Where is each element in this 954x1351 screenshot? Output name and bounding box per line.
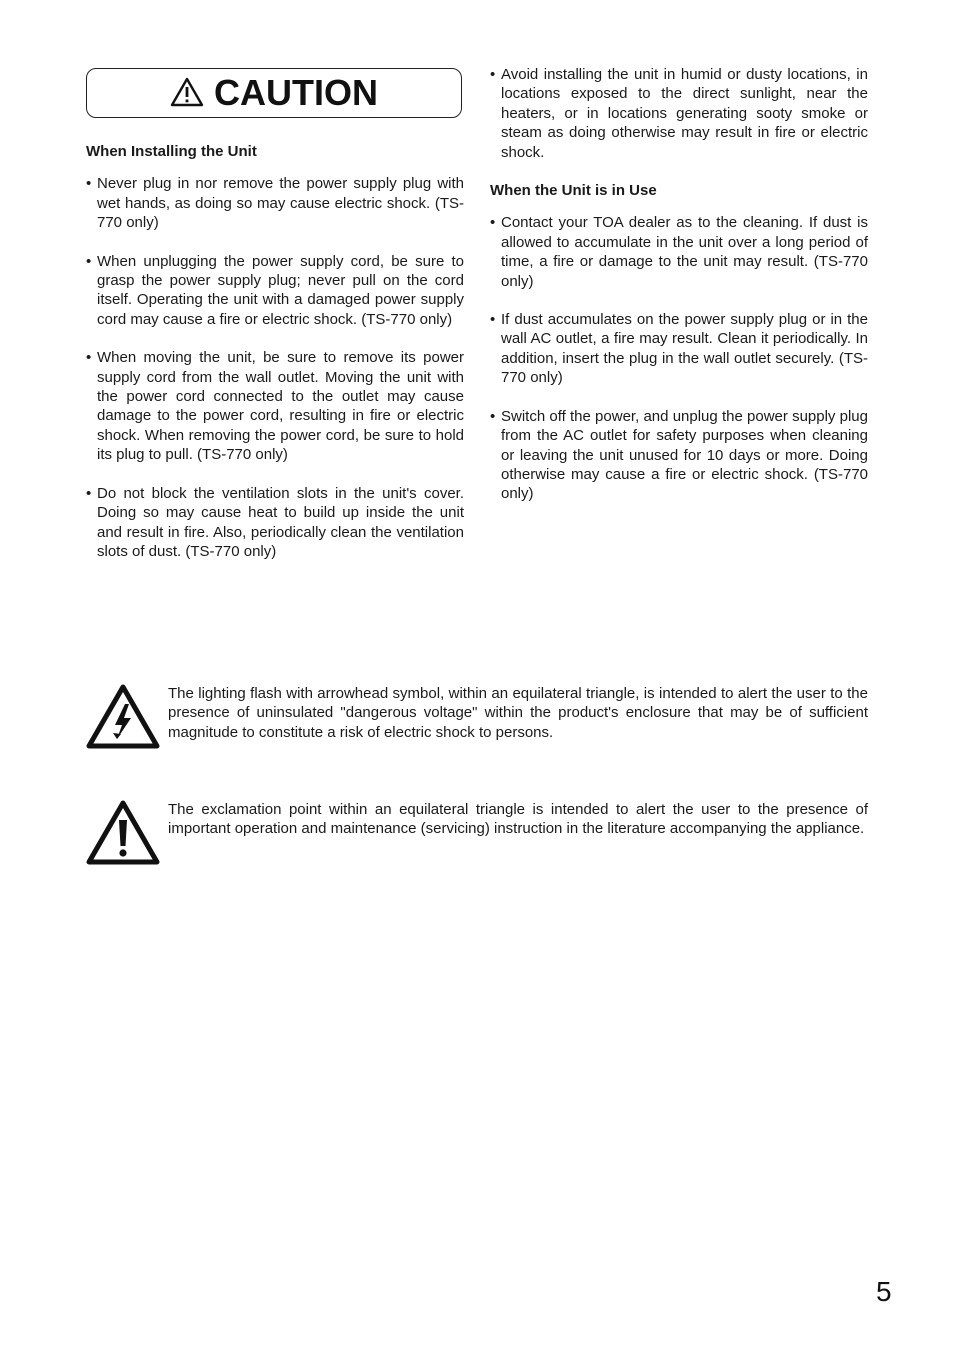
list-item: • Never plug in nor remove the power supply plug with wet hands, as doing so may cause electric shock. (TS-770 only) [86,175,464,232]
list-item: • Switch off the power, and unplug the power supply plug from the AC outlet for safety purposes when cleaning or leaving the unit unused for 10 days or more. Doing otherwise may cause a fire or electric shock. (TS-770 only) [490,407,868,503]
bullet-icon: • [86,484,92,502]
list-item: • Avoid installing the unit in humid or dusty locations, in locations exposed to the direct sunlight, near the heaters, or in locations generating sooty smoke or steam as doing otherwise may result in fire or electric shock. [490,66,868,161]
caution-header [86,68,462,118]
bullet-icon: • [490,66,496,83]
list-item: • If dust accumulates on the power supply plug or in the wall AC outlet, a fire may result. Clean it periodically. In addition, insert the plug in the wall outlet securely. (TS-770 only) [490,311,868,387]
list-item: • When moving the unit, be sure to remove its power supply cord from the wall outlet. Moving the unit with the power cord connected to the outlet may cause damage to the power cord, resulting in fire or electric shock. When removing the power cord, be sure to hold its plug to pull. (TS-770 only) [86,349,464,464]
in-use-list [490,213,868,503]
bullet-icon: • [86,252,92,270]
list-item: • Do not block the ventilation slots in the unit's cover. Doing so may cause heat to build up inside the unit and result in fire. Also, periodically clean the ventilation slots of dust. (TS-770 only) [86,484,464,560]
bullet-icon: • [490,407,496,425]
left-column [86,142,464,561]
page-number: 5 [876,1276,892,1307]
exclamation-description: The exclamation point within an equilateral triangle is intended to alert the user to the presence of important operation and maintenance (servicing) instruction in the literature accompanying the appliance. [168,801,868,838]
list-item: • Contact your TOA dealer as to the cleaning. If dust is allowed to accumulate in the unit over a long period of time, a fire or damage to the unit may result. (TS-770 only) [490,214,868,290]
lightning-symbol-note [86,684,868,750]
caution-title: CAUTION [214,72,378,113]
in-use-heading: When the Unit is in Use [490,182,657,200]
installing-heading: When Installing the Unit [86,143,257,160]
lightning-triangle-icon [86,684,160,750]
exclamation-symbol-note [86,800,868,866]
list-item: • When unplugging the power supply cord, be sure to grasp the power supply plug; never pull on the cord itself. Operating the unit with a damaged power supply cord may cause a fire or electric shock. (TS-770 only) [86,252,464,328]
installing-list [86,174,464,561]
right-column [490,65,868,504]
bullet-icon: • [86,349,92,367]
installing-list-continued [490,65,868,162]
exclamation-triangle-icon [86,800,160,866]
bullet-icon: • [86,175,92,193]
bullet-icon: • [490,311,496,329]
lightning-description: The lighting flash with arrowhead symbol, within an equilateral triangle, is intended to alert the user to the presence of uninsulated "dangerous voltage" within the product's enclosure that may be of sufficient magnitude to constitute a risk of electric shock to persons. [168,685,868,741]
bullet-icon: • [490,214,496,232]
warning-triangle-icon [170,77,204,107]
